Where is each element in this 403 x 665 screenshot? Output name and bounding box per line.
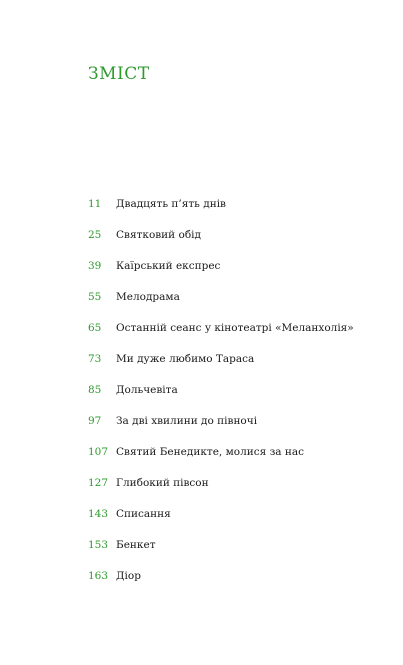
toc-page-number: 163 [88,570,109,582]
toc-entry[interactable] [88,257,388,288]
toc-entry[interactable] [88,226,388,257]
toc-chapter-title: Святковий обід [116,229,201,241]
toc-entry[interactable] [88,381,388,412]
toc-entry[interactable] [88,567,388,598]
toc-chapter-title: За дві хвилини до півночі [116,415,258,427]
toc-chapter-title: Каїрський експрес [116,260,221,272]
toc-page-number: 25 [88,229,102,241]
toc-entry[interactable] [88,505,388,536]
toc-page-number: 143 [88,508,109,520]
toc-chapter-title: Глибокий півсон [116,477,209,489]
toc-chapter-title: Списання [116,508,171,520]
toc-page-number: 11 [88,198,102,210]
toc-chapter-title: Мелодрама [116,291,180,303]
toc-entry[interactable] [88,443,388,474]
toc-entry[interactable] [88,288,388,319]
toc-page-number: 39 [88,260,102,272]
toc-entry[interactable] [88,474,388,505]
toc-title: ЗМІСТ [88,64,150,84]
toc-list [88,195,388,598]
toc-page-number: 73 [88,353,102,365]
toc-chapter-title: Двадцять п’ять днів [116,198,226,210]
toc-entry[interactable] [88,195,388,226]
toc-page-number: 153 [88,539,109,551]
toc-page-number: 55 [88,291,102,303]
toc-chapter-title: Бенкет [116,539,156,551]
toc-chapter-title: Святий Бенедикте, молися за нас [116,446,305,458]
toc-page-number: 97 [88,415,102,427]
toc-entry[interactable] [88,350,388,381]
toc-entry[interactable] [88,536,388,567]
toc-page-number: 127 [88,477,109,489]
toc-chapter-title: Останній сеанс у кінотеатрі «Меланхолія» [116,322,354,334]
toc-page-number: 65 [88,322,102,334]
toc-chapter-title: Дольчевіта [116,384,178,396]
toc-entry[interactable] [88,412,388,443]
toc-chapter-title: Діор [116,570,141,582]
toc-page-number: 85 [88,384,102,396]
toc-chapter-title: Ми дуже любимо Тараса [116,353,255,365]
toc-entry[interactable] [88,319,388,350]
toc-page-number: 107 [88,446,109,458]
